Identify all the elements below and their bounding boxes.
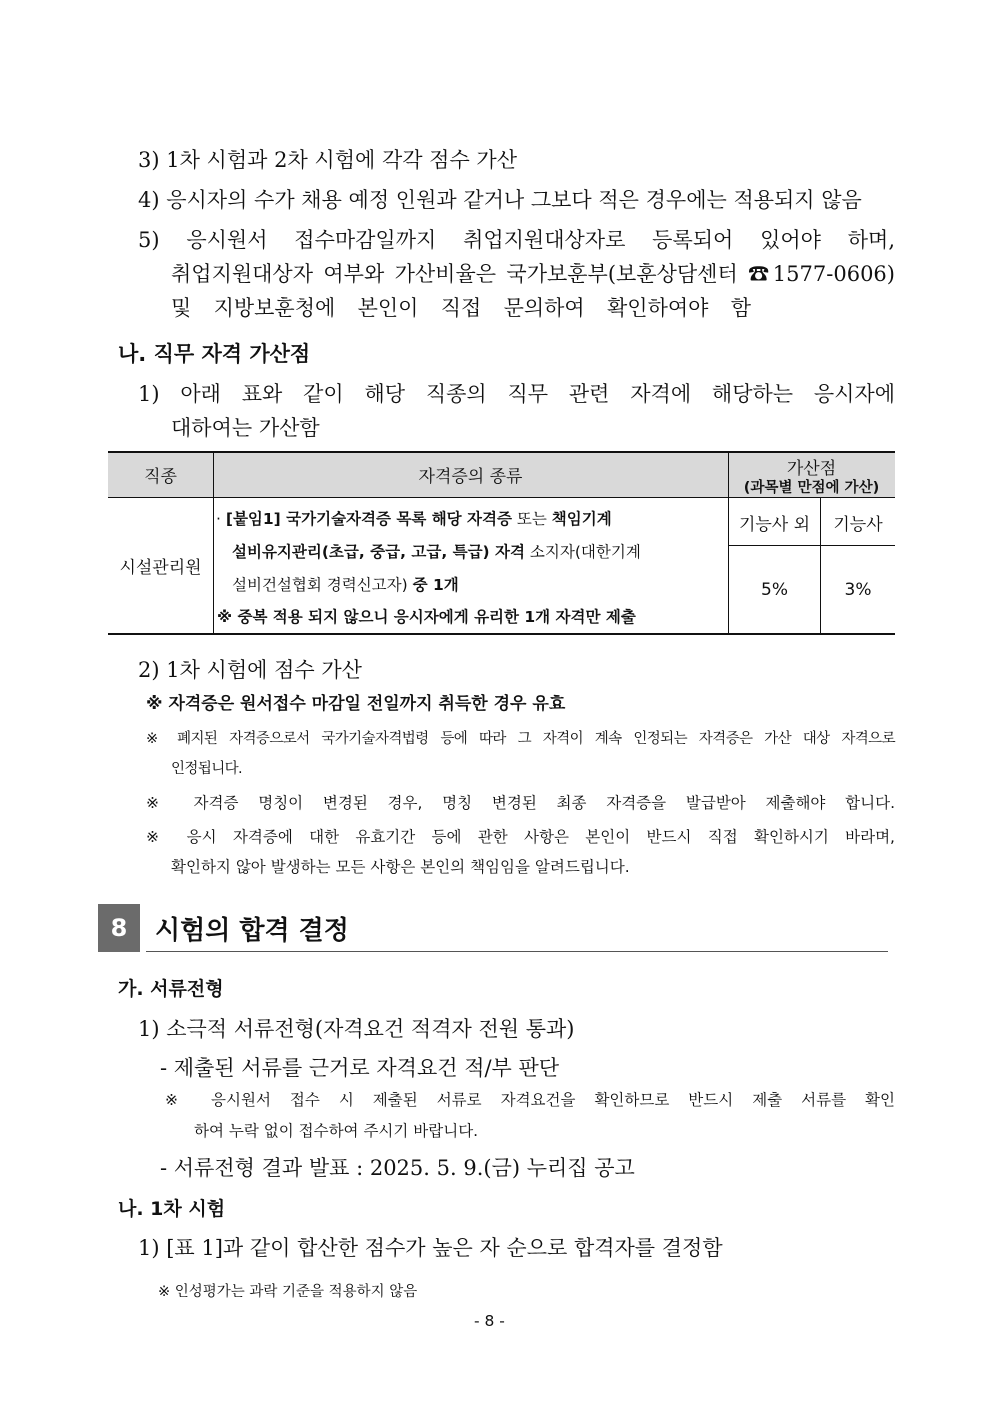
page-number: - 8 - bbox=[474, 1312, 505, 1330]
table-cell-job: 시설관리원 bbox=[119, 558, 202, 578]
qualification-item1-line2: 대하여는 가산함 bbox=[171, 416, 320, 440]
list-item-5-line1: 5) 응시원서 접수마감일까지 취업지원대상자로 등록되어 있어야 하며, bbox=[138, 228, 895, 252]
document-screening-note-line2: 하여 누락 없이 접수하여 주시기 바랍니다. bbox=[194, 1122, 479, 1140]
table-cell-other-tech-value: 5% bbox=[761, 579, 788, 600]
table-header-job: 직종 bbox=[144, 467, 177, 487]
document-screening-note-line1: ※ 응시원서 접수 시 제출된 서류로 자격요건을 확인하므로 반드시 제출 서류를 확인 bbox=[165, 1091, 895, 1109]
note-abolished-line1: ※ 폐지된 자격증으로서 국가기술자격법령 등에 따라 그 자격이 계속 인정되는 자격증은 가산 대상 자격으로 bbox=[146, 731, 895, 747]
note-name-change: ※ 자격증 명칭이 변경된 경우, 명칭 변경된 최종 자격증을 발급받아 제출해야 합니다. bbox=[146, 794, 895, 812]
section-title-rule bbox=[146, 951, 888, 952]
section-heading-job-qualification: 나. 직무 자격 가산점 bbox=[118, 342, 311, 366]
list-item-3: 3) 1차 시험과 2차 시험에 각각 점수 가산 bbox=[138, 148, 518, 172]
section-title: 시험의 합격 결정 bbox=[155, 916, 349, 946]
table-cell-other-tech: 기능사 외 bbox=[738, 514, 811, 535]
first-exam-note: ※ 인성평가는 과락 기준을 적용하지 않음 bbox=[158, 1284, 418, 1300]
document-screening-dash2: - 서류전형 결과 발표 : 2025. 5. 9.(금) 누리집 공고 bbox=[160, 1156, 635, 1180]
document-screening-item1: 1) 소극적 서류전형(자격요건 적격자 전원 통과) bbox=[138, 1017, 575, 1041]
table-cell-tech: 기능사 bbox=[833, 514, 883, 535]
list-item-5-line2: 취업지원대상자 여부와 가산비율은 국가보훈부(보훈상담센터 ☎1577-0606) bbox=[171, 262, 895, 286]
qualification-item1-line1: 1) 아래 표와 같이 해당 직종의 직무 관련 자격에 해당하는 응시자에 bbox=[138, 382, 895, 406]
table-cell-cert-line3: 설비건설협회 경력신고자) 중 1개 bbox=[232, 576, 459, 594]
table-cell-cert-line2: 설비유지관리(초급, 중급, 고급, 특급) 자격 소지자(대한기계 bbox=[232, 543, 641, 561]
first-exam-item1: 1) [표 1]과 같이 합산한 점수가 높은 자 순으로 합격자를 결정함 bbox=[138, 1236, 723, 1260]
list-item-4: 4) 응시자의 수가 채용 예정 인원과 같거나 그보다 적은 경우에는 적용되지 않음 bbox=[138, 188, 862, 212]
document-screening-heading: 가. 서류전형 bbox=[118, 978, 224, 1000]
table-cell-tech-value: 3% bbox=[844, 579, 872, 600]
section-number-badge: 8 bbox=[98, 904, 140, 952]
note-validity-line1: ※ 응시 자격증에 대한 유효기간 등에 관한 사항은 본인이 반드시 직접 확인하시기 바라며, bbox=[146, 828, 895, 846]
note-validity-line2: 확인하지 않아 발생하는 모든 사항은 본인의 책임임을 알려드립니다. bbox=[171, 858, 630, 876]
document-screening-dash1: - 제출된 서류를 근거로 자격요건 적/부 판단 bbox=[160, 1056, 560, 1080]
note-abolished-line2: 인정됩니다. bbox=[171, 761, 243, 777]
table-cell-cert-line1: · [붙임1] 국가기술자격증 목록 해당 자격증 또는 책임기계 bbox=[216, 510, 612, 528]
qualification-table bbox=[108, 451, 895, 635]
qualification-item2: 2) 1차 시험에 점수 가산 bbox=[138, 658, 362, 682]
table-header-cert: 자격증의 종류 bbox=[418, 467, 523, 487]
first-exam-heading: 나. 1차 시험 bbox=[118, 1198, 226, 1220]
note-bold-validity: ※ 자격증은 원서접수 마감일 전일까지 취득한 경우 유효 bbox=[146, 694, 566, 714]
table-cell-cert-line4: ※ 중복 적용 되지 않으니 응시자에게 유리한 1개 자격만 제출 bbox=[217, 608, 636, 626]
table-header-bonus: 가산점 bbox=[786, 458, 837, 479]
list-item-5-line3: 및 지방보훈청에 본인이 직접 문의하여 확인하여야 함 bbox=[171, 296, 751, 320]
table-header-bonus-sub: (과목별 만점에 가산) bbox=[743, 479, 880, 496]
